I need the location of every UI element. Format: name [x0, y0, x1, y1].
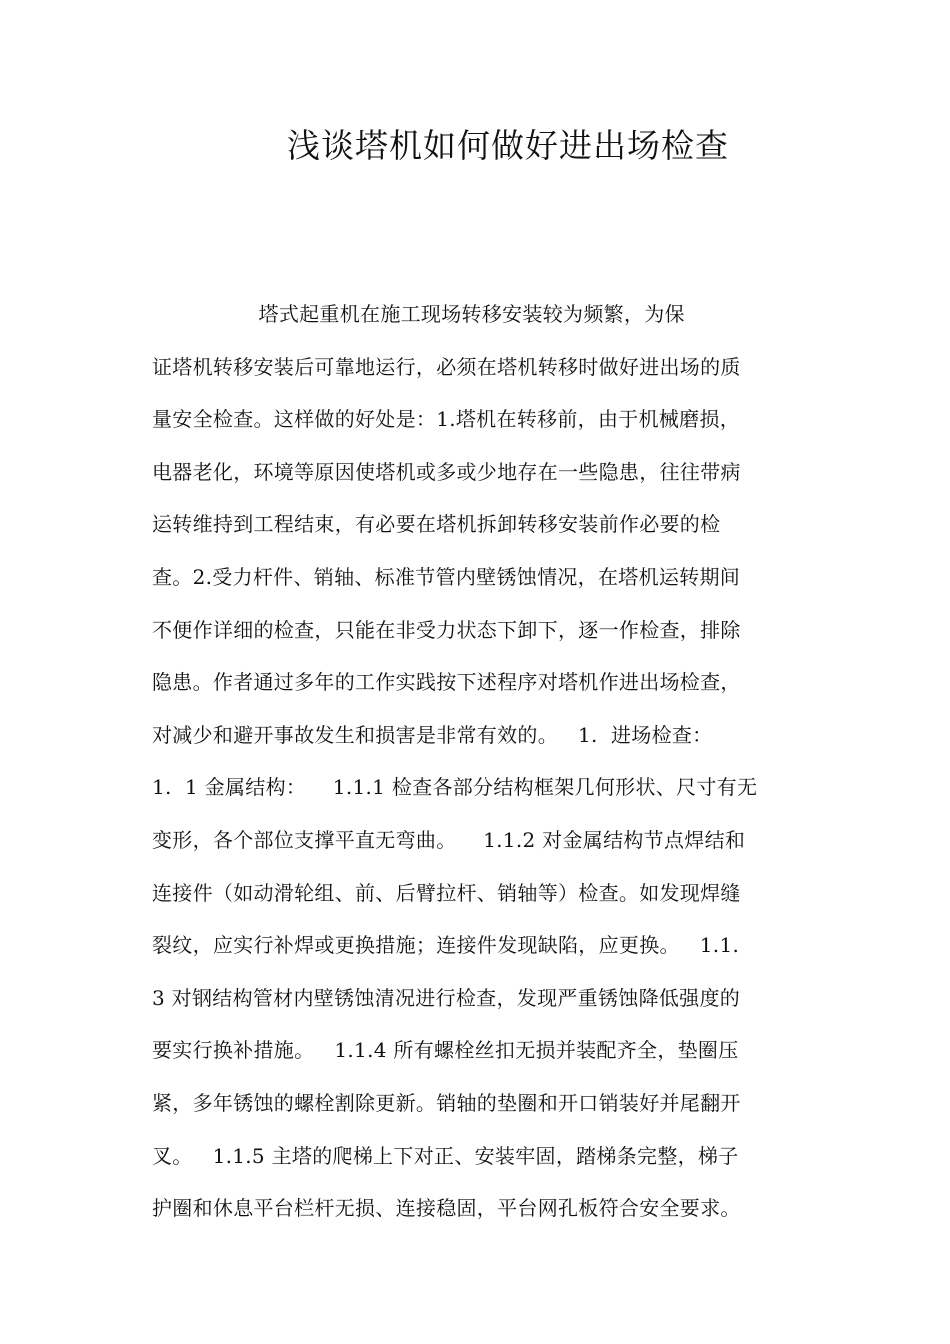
document-title: 浅谈塔机如何做好进出场检查 [287, 126, 729, 165]
body-line: 连接件（如动滑轮组、前、后臂拉杆、销轴等）检查。如发现焊缝 [152, 880, 741, 905]
body-line: 要实行换补措施。 1.1.4 所有螺栓丝扣无损并装配齐全，垫圈压 [152, 1038, 739, 1063]
body-line: 运转维持到工程结束，有必要在塔机拆卸转移安装前作必要的检 [152, 512, 721, 537]
body-line: 塔式起重机在施工现场转移安装较为频繁，为保 [152, 302, 685, 326]
body-line: 3 对钢结构管材内壁锈蚀清况进行检查，发现严重锈蚀降低强度的 [152, 985, 741, 1010]
body-line: 护圈和休息平台栏杆无损、连接稳固，平台网孔板符合安全要求。 [152, 1196, 741, 1221]
body-line: 电器老化，环境等原因使塔机或多或少地存在一些隐患，往往带病 [152, 459, 741, 484]
body-line: 变形，各个部位支撑平直无弯曲。 1.1.2 对金属结构节点焊结和 [152, 827, 746, 852]
body-line: 裂纹，应实行补焊或更换措施；连接件发现缺陷，应更换。 1.1. [152, 933, 740, 958]
body-line: 紧，多年锈蚀的螺栓割除更新。销轴的垫圈和开口销装好并尾翻开 [152, 1090, 741, 1115]
body-line: 隐患。作者通过多年的工作实践按下述程序对塔机作进出场检查， [152, 670, 741, 695]
body-line: 1. 1 金属结构： 1.1.1 检查各部分结构框架几何形状、尺寸有无 [152, 775, 758, 800]
body-line: 证塔机转移安装后可靠地运行，必须在塔机转移时做好进出场的质 [152, 354, 741, 379]
body-line: 叉。 1.1.5 主塔的爬梯上下对正、安装牢固，踏梯条完整，梯子 [152, 1143, 739, 1168]
body-line: 对减少和避开事故发生和损害是非常有效的。 1. 进场检查： [152, 722, 713, 747]
body-line: 量安全检查。这样做的好处是：1.塔机在转移前，由于机械磨损， [152, 407, 741, 432]
document-body [152, 288, 812, 1235]
body-line: 查。2.受力杆件、销轴、标准节管内壁锈蚀情况，在塔机运转期间 [152, 564, 741, 589]
body-line: 不便作详细的检查，只能在非受力状态下卸下，逐一作检查，排除 [152, 617, 741, 642]
